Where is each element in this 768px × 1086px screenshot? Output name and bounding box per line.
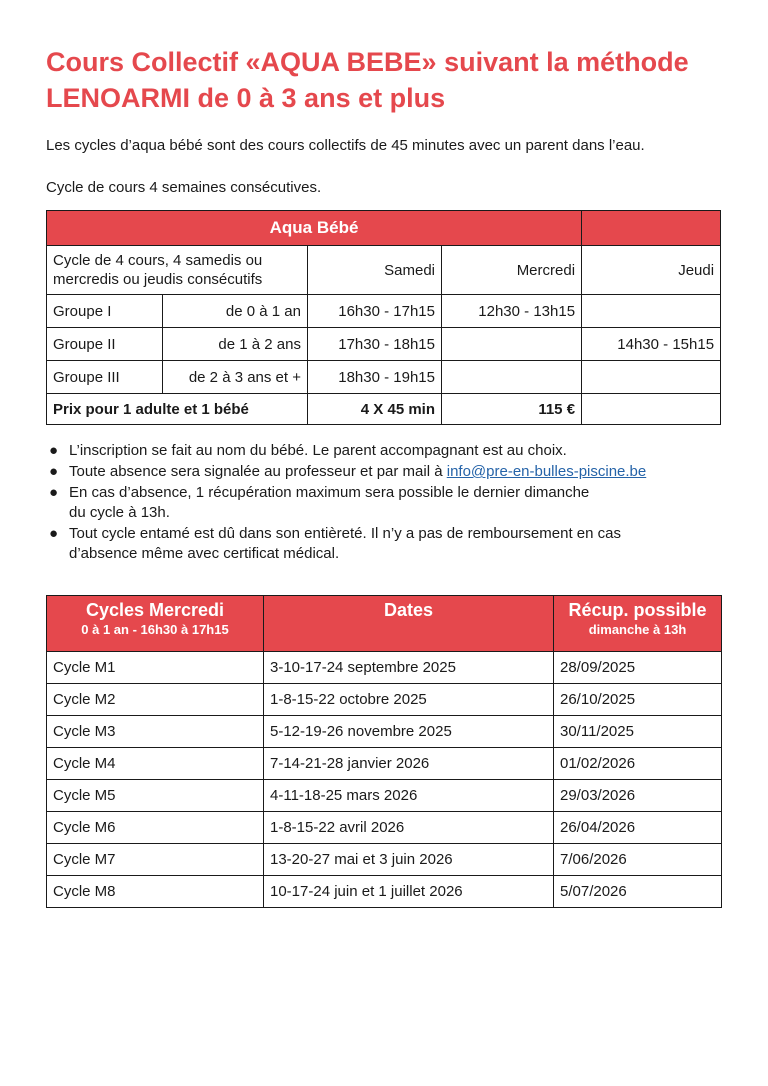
group-jeudi (582, 361, 721, 394)
group-mercredi (442, 328, 582, 361)
cycle-recup: 5/07/2026 (554, 876, 722, 908)
schedule-header: Aqua Bébé (47, 211, 582, 246)
col-recup-subtitle: dimanche à 13h (588, 622, 687, 637)
schedule-table (46, 210, 721, 425)
bullet-text: Tout cycle entamé est dû dans son entièreté. Il n’y a pas de remboursement en cas (69, 525, 621, 542)
cycle-name: Cycle M6 (47, 812, 264, 844)
group-samedi: 18h30 - 19h15 (308, 361, 442, 394)
bullet-icon: ● (49, 525, 59, 542)
schedule-desc: Cycle de 4 cours, 4 samedis ou mercredis ou jeudis consécutifs (47, 246, 308, 295)
bullet-icon: ● (49, 463, 59, 480)
list-item (46, 524, 726, 564)
day-mercredi: Mercredi (442, 246, 582, 295)
cycle-dates: 10-17-24 juin et 1 juillet 2026 (264, 876, 554, 908)
bullet-icon: ● (49, 484, 59, 501)
price-value: 115 € (442, 394, 582, 425)
table-row (47, 328, 721, 361)
day-jeudi: Jeudi (582, 246, 721, 295)
group-age: de 1 à 2 ans (163, 328, 308, 361)
col-recup-header (554, 596, 722, 652)
table-row (47, 812, 722, 844)
col-dates-header (264, 596, 554, 652)
schedule-header-blank (582, 211, 721, 246)
cycle-dates: 5-12-19-26 novembre 2025 (264, 716, 554, 748)
price-sessions: 4 X 45 min (308, 394, 442, 425)
intro-text: Les cycles d’aqua bébé sont des cours collectifs de 45 minutes avec un parent dans l’eau. (46, 137, 645, 154)
group-jeudi: 14h30 - 15h15 (582, 328, 721, 361)
bullet-text: Toute absence sera signalée au professeur et par mail à (69, 463, 447, 480)
cycle-recup: 29/03/2026 (554, 780, 722, 812)
cycle-recup: 28/09/2025 (554, 652, 722, 684)
cycle-dates: 7-14-21-28 janvier 2026 (264, 748, 554, 780)
price-label: Prix pour 1 adulte et 1 bébé (47, 394, 308, 425)
cycle-name: Cycle M4 (47, 748, 264, 780)
cycle-name: Cycle M8 (47, 876, 264, 908)
group-samedi: 16h30 - 17h15 (308, 295, 442, 328)
table-row (47, 684, 722, 716)
cycle-name: Cycle M2 (47, 684, 264, 716)
list-item (46, 483, 726, 523)
table-row (47, 780, 722, 812)
group-age: de 2 à 3 ans et + (163, 361, 308, 394)
cycle-dates: 1-8-15-22 avril 2026 (264, 812, 554, 844)
bullet-text: L’inscription se fait au nom du bébé. Le parent accompagnant est au choix. (69, 442, 567, 459)
cycle-name: Cycle M1 (47, 652, 264, 684)
group-age: de 0 à 1 an (163, 295, 308, 328)
list-item (46, 441, 726, 461)
email-link[interactable]: info@pre-en-bulles-piscine.be (446, 463, 647, 480)
cycle-dates: 13-20-27 mai et 3 juin 2026 (264, 844, 554, 876)
page-title: Cours Collectif «AQUA BEBE» suivant la méthode LENOARMI de 0 à 3 ans et plus (46, 47, 689, 113)
cycle-name: Cycle M3 (47, 716, 264, 748)
cycles-table (46, 595, 722, 908)
cycle-dates: 4-11-18-25 mars 2026 (264, 780, 554, 812)
cycle-name: Cycle M7 (47, 844, 264, 876)
price-row (47, 394, 721, 425)
col-dates-title: Dates (383, 600, 434, 620)
table-row (47, 748, 722, 780)
table-row (47, 652, 722, 684)
day-samedi: Samedi (308, 246, 442, 295)
cycle-recup: 7/06/2026 (554, 844, 722, 876)
group-mercredi (442, 361, 582, 394)
col-cycles-header (47, 596, 264, 652)
bullet-text: En cas d’absence, 1 récupération maximum sera possible le dernier dimanche (69, 484, 590, 501)
col-cycles-title: Cycles Mercredi (85, 600, 225, 620)
bullet-text-cont: du cycle à 13h. (69, 504, 170, 521)
group-name: Groupe III (47, 361, 163, 394)
table-row (47, 844, 722, 876)
group-jeudi (582, 295, 721, 328)
cycle-dates: 3-10-17-24 septembre 2025 (264, 652, 554, 684)
table-row (47, 876, 722, 908)
col-cycles-subtitle: 0 à 1 an - 16h30 à 17h15 (81, 622, 229, 637)
table-row (47, 361, 721, 394)
list-item (46, 462, 726, 482)
group-name: Groupe I (47, 295, 163, 328)
bullet-text-cont: d’absence même avec certificat médical. (69, 545, 340, 562)
group-samedi: 17h30 - 18h15 (308, 328, 442, 361)
info-list (46, 441, 726, 565)
col-recup-title: Récup. possible (568, 600, 707, 620)
cycle-recup: 30/11/2025 (554, 716, 722, 748)
table-row (47, 295, 721, 328)
cycle-recup: 01/02/2026 (554, 748, 722, 780)
cycle-recup: 26/04/2026 (554, 812, 722, 844)
cycle-dates: 1-8-15-22 octobre 2025 (264, 684, 554, 716)
group-name: Groupe II (47, 328, 163, 361)
table-row (47, 716, 722, 748)
bullet-icon: ● (49, 442, 59, 459)
price-blank (582, 394, 721, 425)
cycle-text: Cycle de cours 4 semaines consécutives. (46, 179, 322, 196)
cycle-name: Cycle M5 (47, 780, 264, 812)
cycle-recup: 26/10/2025 (554, 684, 722, 716)
group-mercredi: 12h30 - 13h15 (442, 295, 582, 328)
